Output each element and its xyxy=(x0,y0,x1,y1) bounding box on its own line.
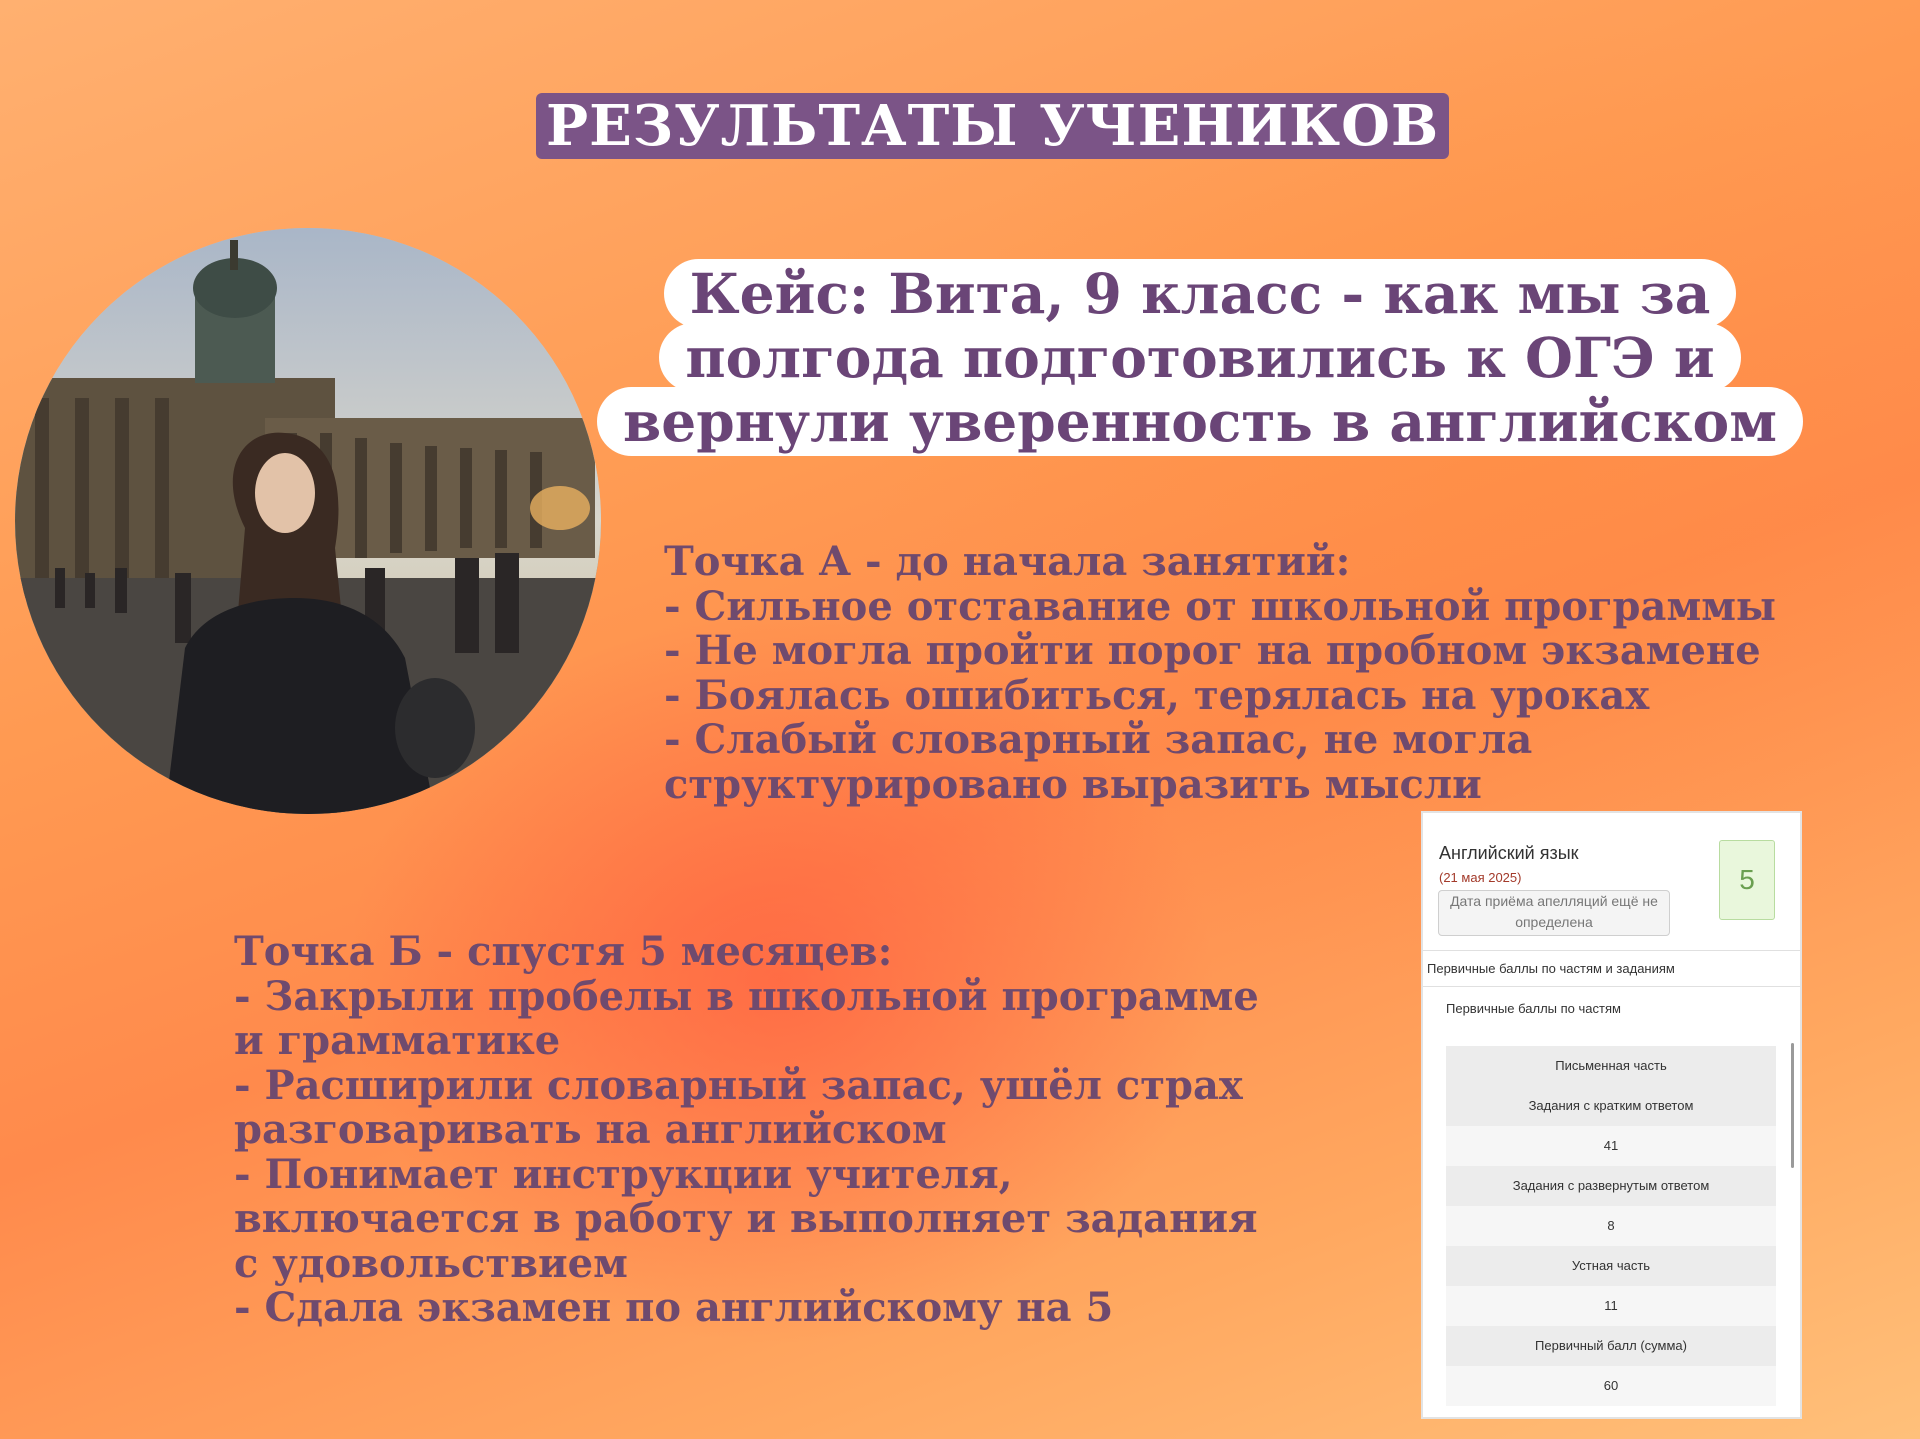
case-title-text: Кейс: Вита, 9 класс - как мы за полгода подготовились к ОГЭ и вернули уверенность в английском xyxy=(597,259,1803,456)
table-row-primary-total-score: 60 xyxy=(1446,1366,1776,1406)
point-a-item: - Не могла пройти порог на пробном экзамене xyxy=(664,627,1761,674)
point-a-item: - Боялась ошибиться, терялась на уроках xyxy=(664,671,1650,719)
point-b-item: - Понимает инструкции учителя, включается в работу и выполняет задания с удовольствием xyxy=(234,1150,1258,1287)
point-a-item: - Слабый словарный запас, не могла структурировано выразить мысли xyxy=(664,716,1533,808)
table-row-written-part: Письменная часть xyxy=(1446,1046,1776,1086)
table-row-oral-part: Устная часть xyxy=(1446,1246,1776,1286)
divider xyxy=(1423,950,1800,951)
point-a-heading: Точка А - до начала занятий: xyxy=(664,538,1351,585)
exam-date: (21 мая 2025) xyxy=(1439,870,1522,885)
student-photo-image xyxy=(15,228,601,814)
scrollbar[interactable] xyxy=(1791,1043,1794,1168)
table-row-primary-total: Первичный балл (сумма) xyxy=(1446,1326,1776,1366)
case-title xyxy=(560,262,1840,454)
point-b-item: - Сдала экзамен по английскому на 5 xyxy=(234,1284,1114,1331)
subject-name: Английский язык xyxy=(1439,843,1579,863)
appeal-date-button[interactable]: Дата приёма апелляций ещё не определена xyxy=(1438,890,1670,936)
grade-badge: 5 xyxy=(1719,840,1775,920)
table-row-short-answer-score: 41 xyxy=(1446,1126,1776,1166)
table-row-oral-part-score: 11 xyxy=(1446,1286,1776,1326)
table-row-extended-answer-score: 8 xyxy=(1446,1206,1776,1246)
section-primary-by-parts-tasks[interactable]: Первичные баллы по частям и заданиям xyxy=(1427,961,1675,976)
exam-result-card xyxy=(1421,811,1802,1419)
point-a-block xyxy=(664,540,1904,807)
point-a-item: - Сильное отставание от школьной программы xyxy=(664,582,1777,630)
section-primary-by-parts: Первичные баллы по частям xyxy=(1446,1001,1621,1016)
divider xyxy=(1423,986,1800,987)
point-b-item: - Закрыли пробелы в школьной программе и грамматике xyxy=(234,972,1259,1064)
table-row-short-answer: Задания с кратким ответом xyxy=(1446,1086,1776,1126)
student-photo xyxy=(15,228,601,814)
point-b-block xyxy=(234,930,1294,1331)
point-b-item: - Расширили словарный запас, ушёл страх разговаривать на английском xyxy=(234,1061,1243,1153)
scores-table xyxy=(1446,1046,1776,1406)
page-title: РЕЗУЛЬТАТЫ УЧЕНИКОВ xyxy=(536,93,1449,159)
point-b-heading: Точка Б - спустя 5 месяцев: xyxy=(234,928,893,975)
table-row-extended-answer: Задания с развернутым ответом xyxy=(1446,1166,1776,1206)
